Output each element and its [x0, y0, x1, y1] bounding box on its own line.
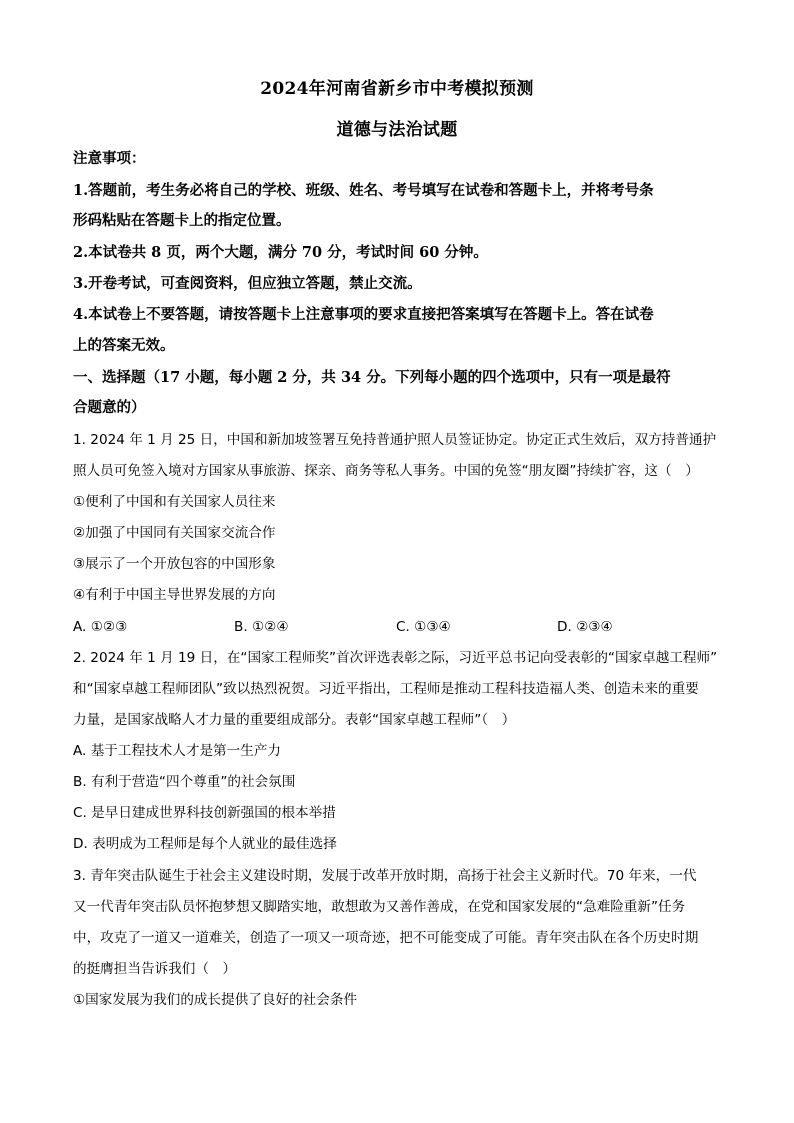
notice-item: 2.本试卷共 8 页，两个大题，满分 70 分，考试时间 60 分钟。: [73, 244, 488, 261]
notice-item: 上的答案无效。: [73, 337, 175, 354]
question-1-option-d: D. ②③④: [557, 619, 613, 635]
notice-item: 形码粘贴在答题卡上的指定位置。: [73, 212, 291, 229]
question-1-statement: ③展示了一个开放包容的中国形象: [73, 556, 276, 572]
question-1-statement: ②加强了中国同有关国家交流合作: [73, 525, 276, 541]
exam-title: 2024年河南省新乡市中考模拟预测: [260, 79, 534, 99]
question-1-statement: ④有利于中国主导世界发展的方向: [73, 587, 276, 603]
question-2-option-c: C. 是早日建成世界科技创新强国的根本举措: [73, 805, 336, 821]
notice-item: 3.开卷考试，可查阅资料，但应独立答题，禁止交流。: [73, 275, 422, 292]
notice-heading: 注意事项：: [73, 150, 146, 167]
notice-item: 4.本试卷上不要答题，请按答题卡上注意事项的要求直接把答案填写在答题卡上。答在试卷: [73, 306, 654, 323]
section-heading: 合题意的）: [73, 399, 146, 416]
question-3-text: 3. 青年突击队诞生于社会主义建设时期，发展于改革开放时期，高扬于社会主义新时代。70 年来，一代: [73, 868, 697, 884]
notice-item: 1.答题前，考生务必将自己的学校、班级、姓名、考号填写在试卷和答题卡上，并将考号条: [73, 182, 654, 199]
question-1-option-a: A. ①②③: [73, 619, 128, 635]
question-1-text: 1. 2024 年 1 月 25 日，中国和新加坡签署互免持普通护照人员签证协定。协定正式生效后，双方持普通护: [73, 432, 717, 448]
question-3-text: 中，攻克了一道又一道难关，创造了一项又一项奇迹，把不可能变成了可能。青年突击队在各个历史时期: [73, 930, 699, 946]
question-3-text: 又一代青年突击队员怀抱梦想又脚踏实地，敢想敢为又善作善成，在党和国家发展的“急难险重新”任务: [73, 899, 686, 915]
question-3-text: 的挺膺担当告诉我们（ ）: [73, 961, 237, 977]
question-1-statement: ①便利了中国和有关国家人员往来: [73, 494, 276, 510]
question-2-text: 力量，是国家战略人才力量的重要组成部分。表彰“国家卓越工程师”（ ）: [73, 712, 516, 728]
question-2-option-d: D. 表明成为工程师是每个人就业的最佳选择: [73, 836, 337, 852]
exam-subject-title: 道德与法治试题: [336, 120, 458, 140]
question-2-text: 和“国家卓越工程师团队”致以热烈祝贺。习近平指出，工程师是推动工程科技造福人类、创造未来的重要: [73, 681, 699, 697]
question-2-option-b: B. 有利于营造“四个尊重”的社会氛围: [73, 774, 296, 790]
question-3-statement: ①国家发展为我们的成长提供了良好的社会条件: [73, 992, 358, 1008]
question-1-option-b: B. ①②④: [234, 619, 289, 635]
question-1-text: 照人员可免签入境对方国家从事旅游、探亲、商务等私人事务。中国的免签“朋友圈”持续扩容，这（ ）: [73, 463, 699, 479]
question-2-option-a: A. 基于工程技术人才是第一生产力: [73, 743, 282, 759]
question-1-option-c: C. ①③④: [396, 619, 451, 635]
question-2-text: 2. 2024 年 1 月 19 日，在“国家工程师奖”首次评选表彰之际，习近平总书记向受表彰的“国家卓越工程师”: [73, 650, 718, 666]
section-heading: 一、选择题（17 小题，每小题 2 分，共 34 分。下列每小题的四个选项中，只有一项是最符: [73, 369, 671, 386]
